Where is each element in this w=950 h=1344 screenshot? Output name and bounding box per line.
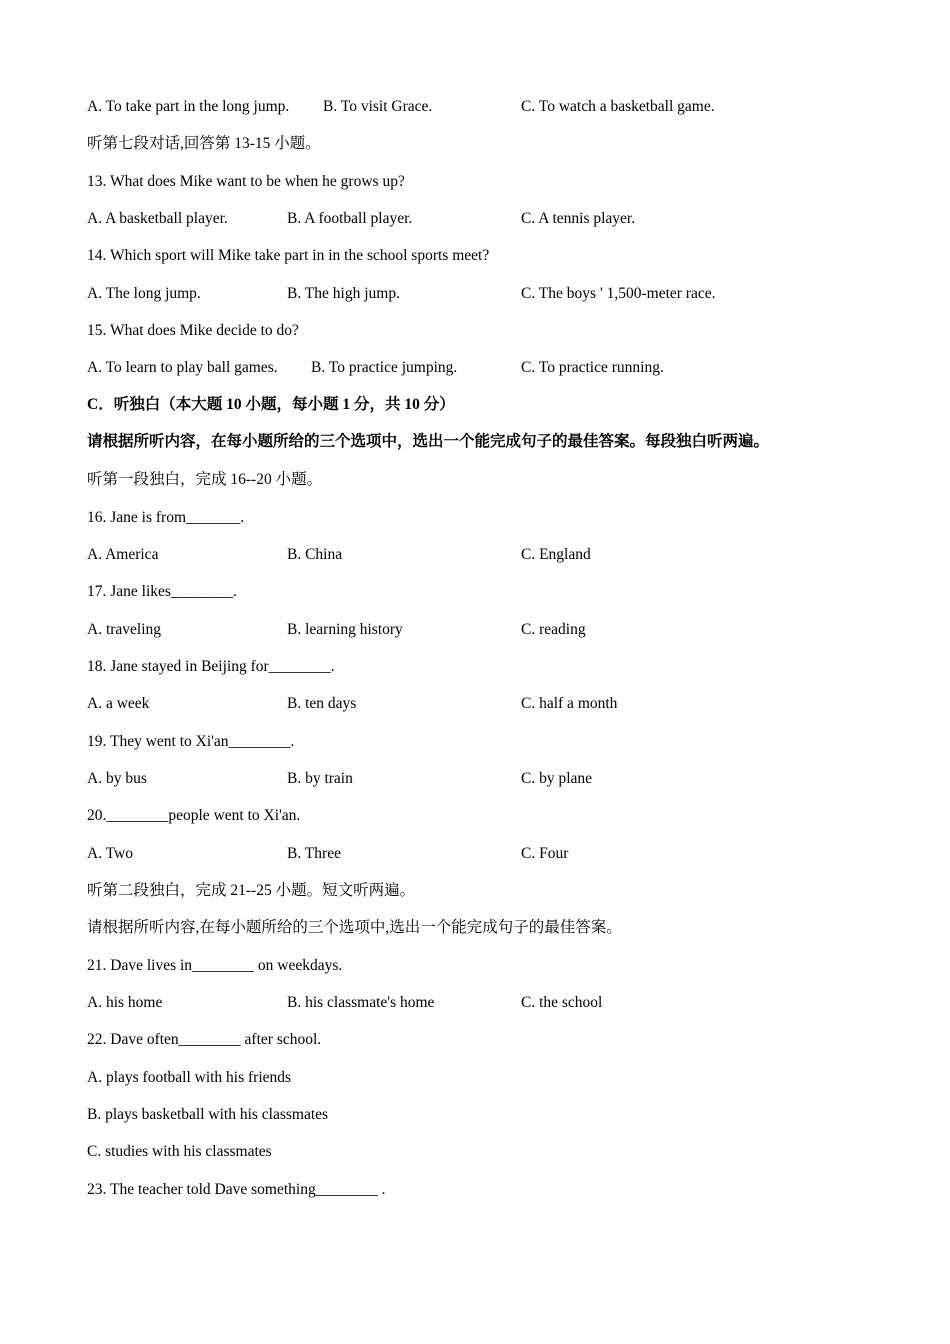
q13-options <box>87 209 887 229</box>
q21-options <box>87 993 887 1013</box>
q22-option-a: A. plays football with his friends <box>87 1069 292 1086</box>
q17-option-a: A. traveling <box>87 621 162 638</box>
q18-option-a: A. a week <box>87 695 150 712</box>
q14-option-c: C. The boys ' 1,500-meter race. <box>521 285 716 302</box>
q15-option-b: B. To practice jumping. <box>311 359 458 376</box>
q17-option-c: C. reading <box>521 621 586 638</box>
q12-options <box>87 97 887 117</box>
q18-options <box>87 694 887 714</box>
q20-option-b: B. Three <box>287 845 341 862</box>
q19-option-b: B. by train <box>287 770 353 787</box>
q19-options <box>87 769 887 789</box>
q18-option-b: B. ten days <box>287 695 357 712</box>
q20-option-c: C. Four <box>521 845 569 862</box>
monologue1-instruction: 听第一段独白，完成 16--20 小题。 <box>87 471 323 488</box>
q21-option-a: A. his home <box>87 994 163 1011</box>
monologue2-instruction: 听第二段独白，完成 21--25 小题。短文听两遍。 <box>87 882 416 899</box>
q22-option-b: B. plays basketball with his classmates <box>87 1106 329 1123</box>
q16-options <box>87 545 887 565</box>
q12-option-a: A. To take part in the long jump. <box>87 98 290 115</box>
q19-option-c: C. by plane <box>521 770 593 787</box>
section-c-heading: C．听独白（本大题 10 小题，每小题 1 分，共 10 分） <box>87 396 455 413</box>
section-c-instruction: 请根据所听内容，在每小题所给的三个选项中，选出一个能完成句子的最佳答案。每段独白听两遍。 <box>87 433 770 450</box>
q14-option-a: A. The long jump. <box>87 285 201 302</box>
q17-question: 17. Jane likes________. <box>87 583 237 600</box>
q20-option-a: A. Two <box>87 845 133 862</box>
q14-question: 14. Which sport will Mike take part in in the school sports meet? <box>87 247 490 264</box>
q21-option-b: B. his classmate's home <box>287 994 435 1011</box>
q15-question: 15. What does Mike decide to do? <box>87 322 299 339</box>
q15-options <box>87 358 887 378</box>
q15-option-c: C. To practice running. <box>521 359 664 376</box>
monologue2-instruction-2: 请根据所听内容,在每小题所给的三个选项中,选出一个能完成句子的最佳答案。 <box>87 919 622 936</box>
q20-question: 20.________people went to Xi'an. <box>87 807 301 824</box>
q21-option-c: C. the school <box>521 994 603 1011</box>
q17-option-b: B. learning history <box>287 621 403 638</box>
q18-question: 18. Jane stayed in Beijing for________. <box>87 658 335 675</box>
q21-question: 21. Dave lives in________ on weekdays. <box>87 957 343 974</box>
q14-option-b: B. The high jump. <box>287 285 400 302</box>
q19-question: 19. They went to Xi'an________. <box>87 733 295 750</box>
q16-option-a: A. America <box>87 546 159 563</box>
dialog7-instruction: 听第七段对话,回答第 13-15 小题。 <box>87 135 321 152</box>
q22-question: 22. Dave often________ after school. <box>87 1031 322 1048</box>
q12-option-b: B. To visit Grace. <box>323 98 433 115</box>
q17-options <box>87 620 887 640</box>
q13-option-a: A. A basketball player. <box>87 210 228 227</box>
q22-option-c: C. studies with his classmates <box>87 1143 272 1160</box>
q13-option-c: C. A tennis player. <box>521 210 636 227</box>
q14-options <box>87 284 887 304</box>
q12-option-c: C. To watch a basketball game. <box>521 98 715 115</box>
q16-option-c: C. England <box>521 546 591 563</box>
q19-option-a: A. by bus <box>87 770 147 787</box>
q13-option-b: B. A football player. <box>287 210 413 227</box>
q20-options <box>87 844 887 864</box>
q15-option-a: A. To learn to play ball games. <box>87 359 278 376</box>
q16-question: 16. Jane is from_______. <box>87 509 245 526</box>
q16-option-b: B. China <box>287 546 343 563</box>
q23-question: 23. The teacher told Dave something________ . <box>87 1181 386 1198</box>
q18-option-c: C. half a month <box>521 695 618 712</box>
q13-question: 13. What does Mike want to be when he grows up? <box>87 173 405 190</box>
